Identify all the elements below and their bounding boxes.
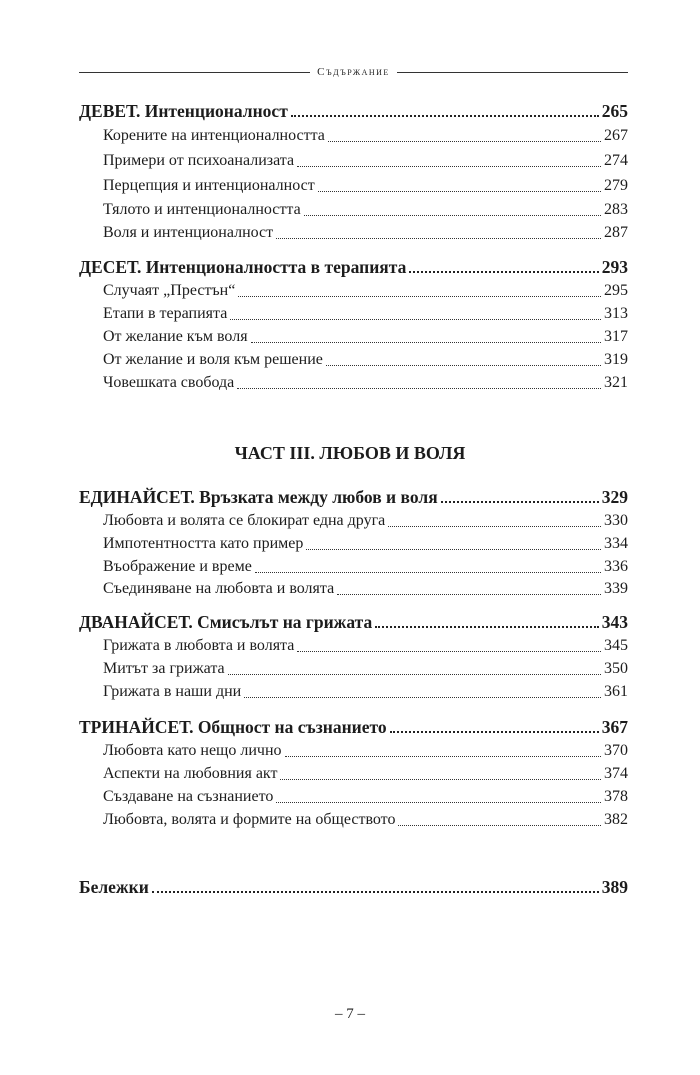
running-title: Съдържание xyxy=(317,66,390,78)
section-title: Примери от психоанализата xyxy=(103,152,295,169)
dot-leader xyxy=(230,319,601,320)
dot-leader xyxy=(291,115,599,117)
section-title: Грижата в наши дни xyxy=(103,683,242,700)
toc-chapter-row xyxy=(79,256,628,278)
dot-leader xyxy=(276,238,601,239)
page-folio: – 7 – xyxy=(335,1006,365,1022)
toc-section-row xyxy=(103,681,628,703)
chapter-title: ТРИНАЙСЕТ. Общност на съзнанието xyxy=(79,717,387,737)
page-number: 389 xyxy=(601,877,628,897)
toc-notes-row xyxy=(79,876,628,898)
dot-leader xyxy=(318,191,601,192)
toc-section-row xyxy=(103,658,628,680)
chapter-title: ДЕСЕТ. Интенционалността в терапията xyxy=(79,257,407,277)
dot-leader xyxy=(409,271,598,273)
page-number: 293 xyxy=(601,257,628,277)
toc-section-row xyxy=(103,349,628,371)
dot-leader xyxy=(244,697,601,698)
running-header xyxy=(79,62,628,82)
chapter-title: ДЕВЕТ. Интенционалност xyxy=(79,101,288,121)
section-title: Импотентността като пример xyxy=(103,535,304,552)
page-number: 339 xyxy=(604,580,628,597)
header-rule-left xyxy=(79,72,310,73)
section-title: Тялото и интенционалността xyxy=(103,201,301,218)
page-number: 350 xyxy=(604,660,628,677)
toc-section-row xyxy=(103,280,628,302)
page-number: 329 xyxy=(601,487,628,507)
section-title: Любовта като нещо лично xyxy=(103,742,282,759)
page-number: 283 xyxy=(604,201,628,218)
toc-section-row xyxy=(103,222,628,244)
section-title: Съединяване на любовта и волята xyxy=(103,580,335,597)
toc-section-row xyxy=(103,578,628,600)
dot-leader xyxy=(304,215,601,216)
dot-leader xyxy=(306,549,601,550)
page-number: 336 xyxy=(604,558,628,575)
section-title: Любовта, волята и формите на обществото xyxy=(103,811,396,828)
dot-leader xyxy=(375,626,599,628)
notes-title: Бележки xyxy=(79,877,149,897)
toc-section-row xyxy=(103,740,628,762)
dot-leader xyxy=(297,166,601,167)
page-number: 361 xyxy=(604,683,628,700)
page-number: 334 xyxy=(604,535,628,552)
dot-leader xyxy=(255,572,601,573)
page-number: 321 xyxy=(604,374,628,391)
dot-leader xyxy=(276,802,601,803)
toc-section-row xyxy=(103,533,628,555)
part-title: ЧАСТ III. ЛЮБОВ И ВОЛЯ xyxy=(234,443,466,463)
section-title: Аспекти на любовния акт xyxy=(103,765,278,782)
dot-leader xyxy=(388,526,601,527)
section-title: Воля и интенционалност xyxy=(103,224,274,241)
dot-leader xyxy=(297,651,601,652)
header-rule-right xyxy=(397,72,628,73)
page-number: 382 xyxy=(604,811,628,828)
toc-chapter-row xyxy=(79,716,628,738)
toc-chapter-row xyxy=(79,611,628,633)
section-title: Грижата в любовта и волята xyxy=(103,637,295,654)
page-number: 267 xyxy=(604,127,628,144)
section-title: Случаят „Престън“ xyxy=(103,282,236,299)
page-number: 370 xyxy=(604,742,628,759)
toc-section-row xyxy=(103,635,628,657)
page-number: 287 xyxy=(604,224,628,241)
toc-section-row xyxy=(103,199,628,221)
page-number: 378 xyxy=(604,788,628,805)
toc-section-row xyxy=(103,125,628,147)
dot-leader xyxy=(441,501,599,503)
page-number: 367 xyxy=(601,717,628,737)
toc-section-row xyxy=(103,326,628,348)
page-number: 274 xyxy=(604,152,628,169)
toc-section-row xyxy=(103,175,628,197)
section-title: Въображение и време xyxy=(103,558,252,575)
section-title: От желание към воля xyxy=(103,328,248,345)
toc-section-row xyxy=(103,763,628,785)
dot-leader xyxy=(326,365,601,366)
dot-leader xyxy=(237,388,601,389)
dot-leader xyxy=(398,825,601,826)
dot-leader xyxy=(337,594,601,595)
dot-leader xyxy=(238,296,601,297)
toc-section-row xyxy=(103,556,628,578)
page-number: 279 xyxy=(604,177,628,194)
section-title: Митът за грижата xyxy=(103,660,225,677)
dot-leader xyxy=(280,779,601,780)
toc-section-row xyxy=(103,510,628,532)
toc-section-row xyxy=(103,809,628,831)
toc-section-row xyxy=(103,372,628,394)
toc-chapter-row xyxy=(79,486,628,508)
dot-leader xyxy=(152,891,599,893)
toc-section-row xyxy=(103,303,628,325)
chapter-title: ДВАНАЙСЕТ. Смисълът на грижата xyxy=(79,612,373,632)
page-number: 313 xyxy=(604,305,628,322)
page-number: 265 xyxy=(601,101,628,121)
dot-leader xyxy=(285,756,601,757)
dot-leader xyxy=(228,674,601,675)
page-number: 343 xyxy=(601,612,628,632)
dot-leader xyxy=(328,141,601,142)
section-title: Човешката свобода xyxy=(103,374,235,391)
page-number: 319 xyxy=(604,351,628,368)
section-title: Създаване на съзнанието xyxy=(103,788,274,805)
toc-section-row xyxy=(103,150,628,172)
dot-leader xyxy=(251,342,601,343)
section-title: От желание и воля към решение xyxy=(103,351,323,368)
section-title: Перцепция и интенционалност xyxy=(103,177,315,194)
toc-section-row xyxy=(103,786,628,808)
toc-chapter-row xyxy=(79,100,628,122)
page-number: 317 xyxy=(604,328,628,345)
page-number: 295 xyxy=(604,282,628,299)
chapter-title: ЕДИНАЙСЕТ. Връзката между любов и воля xyxy=(79,487,438,507)
page-number: 345 xyxy=(604,637,628,654)
section-title: Любовта и волята се блокират една друга xyxy=(103,512,386,529)
dot-leader xyxy=(390,731,599,733)
page-number: 330 xyxy=(604,512,628,529)
section-title: Корените на интенционалността xyxy=(103,127,325,144)
section-title: Етапи в терапията xyxy=(103,305,228,322)
page-number: 374 xyxy=(604,765,628,782)
